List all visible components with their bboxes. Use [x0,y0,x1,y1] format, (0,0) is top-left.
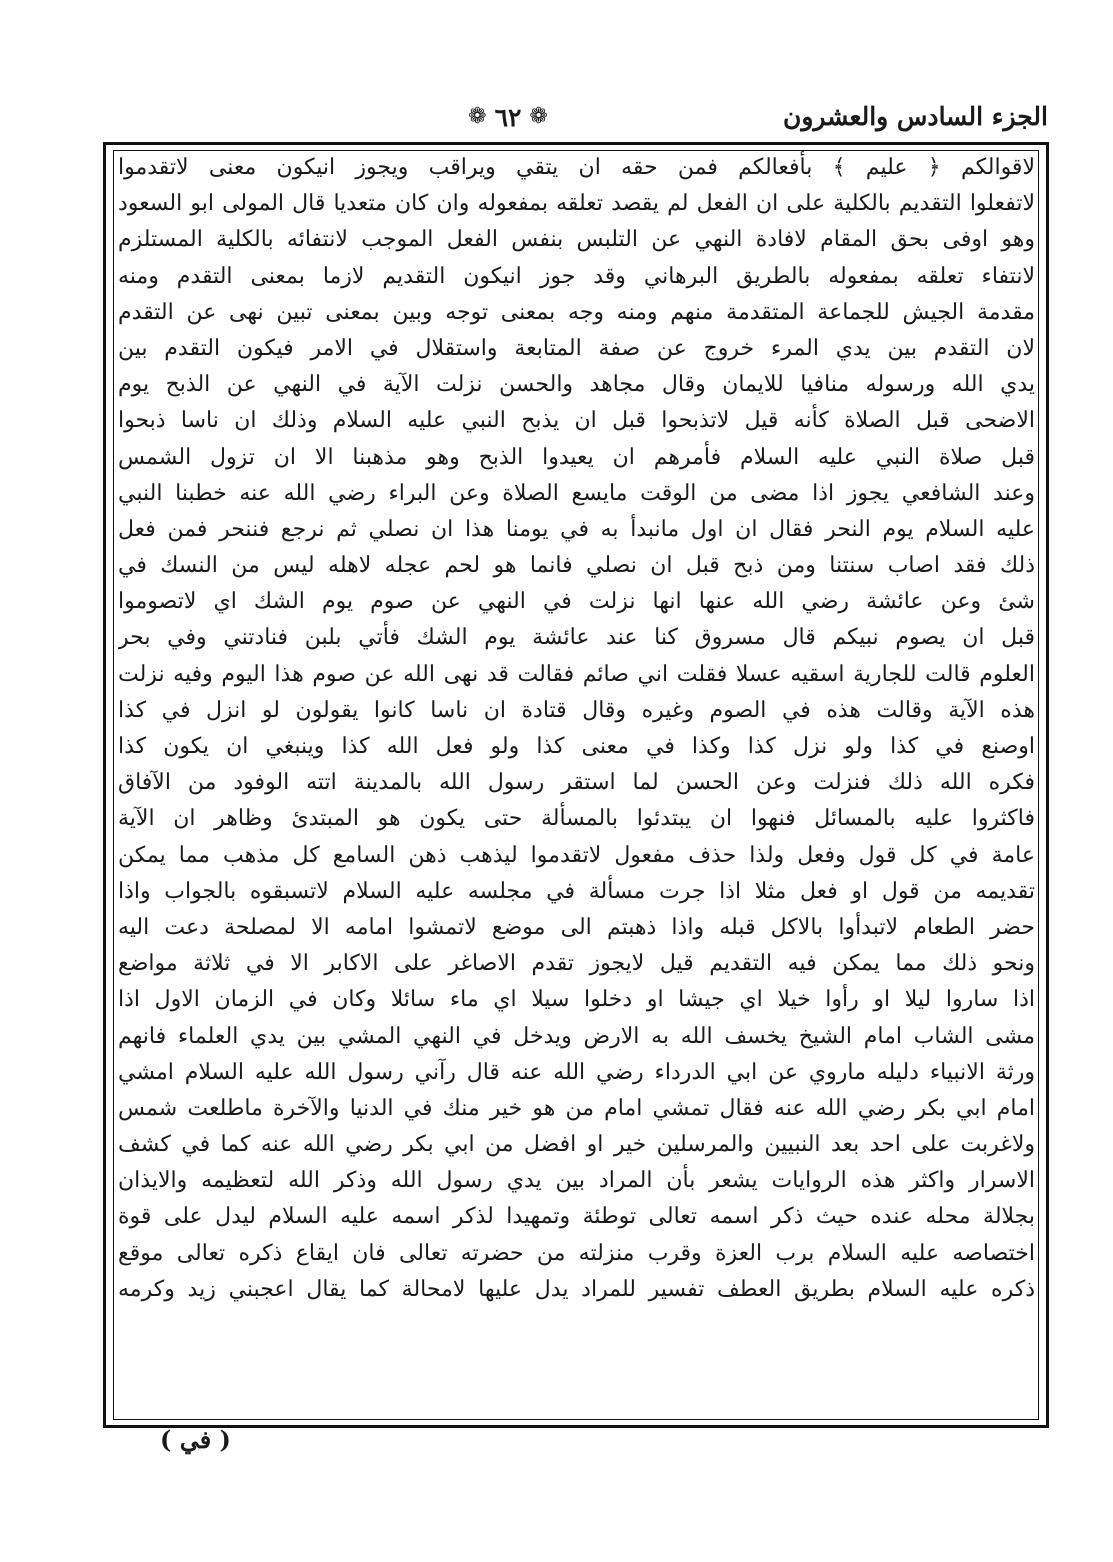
text-line: حضر الطعام لاتبدأوا بالاكل قبله واذا ذهبتم الى موضع لاتمشوا امامه الا لمصلحة دعت اليه [118,914,1035,940]
text-line: فاكثروا عليه بالمسائل فنهوا ان يبتدئوا بالمسألة حتى يكون هو المبتدئ وظاهر ان الآية [118,806,1035,832]
ornament-left-icon: ❁ [468,104,487,129]
text-line: شئ وعن عائشة رضي الله عنها انها نزلت في النهي عن صوم يوم الشك اي لاتصوموا [118,589,1035,615]
running-head-title: الجزء السادس والعشرون [782,102,1048,131]
text-line: هذه الآية وقالت هذه في الصوم وغيره وقال قتادة ان ناسا كانوا يقولون لو انزل في كذا [118,697,1035,723]
text-line: لاقوالكم ﴿ عليم ﴾ بأفعالكم فمن حقه ان يتقي ويراقب ويجوز انيكون معنى لاتقدموا [118,155,1035,180]
catchword: ( في ) [160,1425,231,1454]
text-line: عليه السلام يوم النحر فقال ان اول مانبدأ به في يومنا هذا ان نصلي ثم نرجع فننحر فمن فعل [118,516,1035,542]
text-line: فكره الله ذلك فنزلت وعن الحسن لما استقر رسول الله بالمدينة اتته الوفود من الآفاق [118,770,1035,796]
page-number: ٦٢ [494,102,522,132]
text-line: الاضحى قبل الصلاة كأنه قيل لاتذبحوا قبل ان يذبح النبي عليه السلام وذلك ان ناسا ذبحوا [118,408,1035,434]
text-line: ذلك فقد اصاب سنتنا ومن ذبح قبل ان نصلي فانما هو لحم عجله لاهله ليس من النسك في [118,553,1035,579]
text-line: يدي الله ورسوله منافيا للايمان وقال مجاهد والحسن نزلت الآية في النهي عن الذبح يوم [118,372,1035,398]
text-line: ورثة الانبياء دليله ماروي عن ابي الدرداء رضي الله عنه قال رآني رسول الله عليه السلام امشي [118,1059,1035,1085]
text-line: مقدمة الجيش للجماعة المتقدمة منهم ومنه وجه بمعنى توجه وبين بمعنى تبين نهى عن التقدم [118,299,1035,325]
text-line: قبل ان يصوم نبيكم قال مسروق كنا عند عائشة يوم الشك فأتي بلبن فنادتني وفي بحر [118,625,1035,651]
text-line: وهو اوفى بحق المقام لافادة النهي عن التلبس بنفس الفعل الموجب لانتفائه بالكلية المستلزم [118,227,1035,253]
text-line: وعند الشافعي يجوز اذا مضى من الوقت مايسع الصلاة وعن البراء رضي الله عنه خطبنا النبي [118,480,1035,506]
text-line: عامة في كل قول وفعل ولذا حذف مفعول لاتقدموا ليذهب ذهن السامع كل مذهب مما يمكن [118,842,1035,868]
text-line: بجلالة محله عنده حيث ذكر اسمه تعالى توطئة وتمهيدا لذكر اسمه عليه السلام ليدل على قوة [118,1204,1035,1230]
text-line: لاتفعلوا التقديم بالكلية على ان الفعل لم يقصد تعلقه بمفعوله وان كان متعديا قال المولى ابو السعود [118,191,1035,217]
text-line: الاسرار واكثر هذه الروايات يشعر بأن المراد بين يدي رسول الله وذكر الله لتعظيمه والايذان [118,1168,1035,1194]
text-line: ولاغربت على احد بعد النبيين والمرسلين خير او افضل من ابي بكر رضي الله عنه كما في كشف [118,1132,1035,1158]
text-line: لانتفاء تعلقه بمفعوله بالطريق البرهاني وقد جوز انيكون التقديم لازما بمعنى التقدم ومنه [118,263,1035,289]
body-text [118,150,1035,1418]
text-line: تقديمه من قول او فعل مثلا اذا جرت مسألة في مجلسه عليه السلام لاتسبقوه بالجواب واذا [118,878,1035,904]
page-header [108,100,1048,136]
page-number-group [418,100,598,134]
text-line: اذا ساروا ليلا او رأوا خيلا اي جيشا او دخلوا سيلا اي ماء سائلا وكان في الزمان الاول اذا [118,987,1035,1013]
text-line: لان التقدم بين يدي المرء خروج عن صفة المتابعة واستقلال في الامر فيكون التقدم بين [118,335,1035,361]
text-line: اختصاصه عليه السلام برب العزة وقرب منزلته من حضرته تعالى فان ايقاع ذكره تعالى موقع [118,1240,1035,1266]
text-line: ذكره عليه السلام بطريق العطف تفسير للمراد يدل عليها لامحالة كما يقال اعجبني زيد وكرمه [118,1276,1035,1302]
text-line: امام ابي بكر رضي الله عنه فقال تمشي امام من هو خير منك في الدنيا والآخرة ماطلعت شمس [118,1095,1035,1121]
text-line: مشى الشاب امام الشيخ يخسف الله به الارض ويدخل في النهي المشي بين يدي العلماء فانهم [118,1023,1035,1049]
ornament-right-icon: ❁ [529,104,548,129]
text-line: قبل صلاة النبي عليه السلام فأمرهم ان يعيدوا الذبح وهو مذهبنا الا ان تزول الشمس [118,444,1035,470]
text-line: ونحو ذلك مما يمكن فيه التقديم قيل لايجوز تقدم الاصاغر على الاكابر الا في ثلاثة مواضع [118,951,1035,977]
text-line: العلوم قالت للجارية اسقيه عسلا فقلت اني صائم فقالت قد نهى الله عن صوم هذا اليوم وفيه نزلت [118,661,1035,687]
text-line: اوصنع في كذا ولو نزل كذا وكذا في معنى كذا ولو فعل الله كذا وينبغي ان يكون كذا [118,734,1035,759]
